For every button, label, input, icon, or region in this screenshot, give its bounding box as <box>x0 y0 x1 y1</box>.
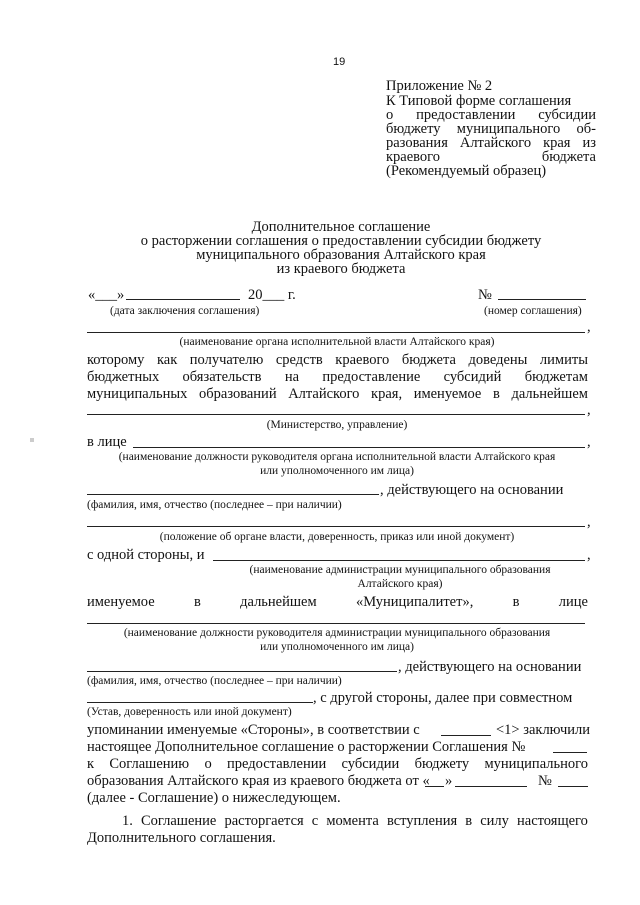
date-year-field: 20___ г. <box>248 287 296 303</box>
para1-line-3 <box>87 386 588 402</box>
fio-line-2 <box>87 671 397 672</box>
agreement-number-blank <box>553 752 587 753</box>
other-side-text: , с другой стороны, далее при совместном <box>313 690 573 706</box>
word: муниципальных <box>87 386 188 402</box>
acting-text-2: , действующего на основании <box>398 659 582 675</box>
word: «Муниципалитет», <box>355 594 474 610</box>
word: на <box>284 369 300 385</box>
present-text: настоящее Дополнительное соглашение о расторжении Соглашения № <box>87 739 526 755</box>
word: Алтайского <box>288 386 360 402</box>
word: в <box>512 594 520 610</box>
admin-caption-2: Алтайского края) <box>357 578 443 590</box>
word: обязательств <box>182 369 262 385</box>
word: получателю <box>189 352 264 368</box>
date-month-line <box>126 299 240 300</box>
word: Алтайского <box>459 135 532 151</box>
doc-title-line-2: о расторжении соглашения о предоставлении субсидии бюджету <box>140 233 542 249</box>
word: бюджету <box>386 121 441 137</box>
word: которому <box>87 352 145 368</box>
appendix-line-1: Приложение № 2 <box>386 78 493 94</box>
word: субсидий <box>443 369 502 385</box>
word: края, <box>371 386 403 402</box>
word: настоящего <box>517 813 588 829</box>
word: из <box>582 135 596 151</box>
ministry-caption: (Министерство, управление) <box>266 419 408 431</box>
head-caption-1: (наименование должности руководителя администрации муниципального образования <box>123 627 551 639</box>
word: дальнейшем <box>240 594 317 610</box>
position-line <box>133 447 585 448</box>
word: с <box>311 813 319 829</box>
word: Соглашению <box>109 756 190 772</box>
word: 1. <box>122 813 133 829</box>
word: средств <box>275 352 323 368</box>
word: муниципального <box>484 756 588 772</box>
position-caption-2: или уполномоченного им лица) <box>260 465 414 477</box>
word: краевого <box>335 352 390 368</box>
head-caption-2: или уполномоченного им лица) <box>260 641 414 653</box>
word: краевого <box>386 149 440 165</box>
formation-text-a: образования Алтайского края из краевого бюджета от « <box>87 773 430 789</box>
clause1-line-2: Дополнительного соглашения. <box>87 830 276 846</box>
word: в <box>492 386 500 402</box>
named-row <box>87 594 588 610</box>
doc-title-line-4: из краевого бюджета <box>276 261 406 277</box>
word: муниципального <box>456 121 561 137</box>
date-caption: (дата заключения соглашения) <box>110 305 260 317</box>
word: субсидии <box>341 756 400 772</box>
mention-text-b: <1> заключили <box>496 722 591 738</box>
word: Соглашение <box>140 813 217 829</box>
month-blank <box>455 786 527 787</box>
comma: , <box>587 319 591 335</box>
in-person-label: в лице <box>87 434 127 450</box>
appendix-line-2: К Типовой форме соглашения <box>386 93 572 109</box>
word: о <box>386 107 394 123</box>
fio-caption-2: (фамилия, имя, отчество (последнее – при наличии) <box>87 675 342 687</box>
formation-number-blank <box>558 786 588 787</box>
word: лице <box>558 594 588 610</box>
appendix-line-7: (Рекомендуемый образец) <box>386 163 547 179</box>
word: об- <box>576 121 596 137</box>
position-caption-1: (наименование должности руководителя органа исполнительной власти Алтайского края <box>118 451 556 463</box>
word: доведены <box>468 352 528 368</box>
hereinafter-text: (далее - Соглашение) о нижеследующем. <box>87 790 341 806</box>
word: расторгается <box>224 813 304 829</box>
doc-title-line-3: муниципального образования Алтайского края <box>196 247 486 263</box>
word: в <box>193 594 201 610</box>
charter-line <box>87 702 313 703</box>
basis-line <box>87 526 585 527</box>
word: бюджета <box>401 352 456 368</box>
para1-line-2 <box>87 369 588 385</box>
word: о <box>204 756 212 772</box>
date-day-field: «___» <box>88 287 125 303</box>
comma: , <box>587 514 591 530</box>
scan-speck <box>30 438 34 442</box>
admin-caption-1: (наименование администрации муниципального образования <box>249 564 551 576</box>
mention-blank <box>441 735 491 736</box>
word: края <box>543 135 571 151</box>
head-line <box>87 623 585 624</box>
word: бюджетных <box>87 369 160 385</box>
acting-text-1: , действующего на основании <box>380 482 564 498</box>
formation-text-b: » <box>445 773 453 789</box>
doc-title-line-1: Дополнительное соглашение <box>251 219 431 235</box>
word: как <box>156 352 178 368</box>
number-caption: (номер соглашения) <box>484 305 582 317</box>
word: вступления <box>386 813 458 829</box>
comma: , <box>587 547 591 563</box>
word: предоставление <box>322 369 421 385</box>
comma: , <box>587 402 591 418</box>
admin-line <box>213 560 585 561</box>
word: образований <box>199 386 277 402</box>
number-label: № <box>478 287 492 303</box>
word: силу <box>480 813 509 829</box>
word: дальнейшем <box>511 386 588 402</box>
word: лимиты <box>539 352 588 368</box>
word: субсидии <box>538 107 596 123</box>
charter-caption: (Устав, доверенность или иной документ) <box>87 706 292 718</box>
word: именуемое <box>413 386 482 402</box>
word: предоставлении <box>416 107 516 123</box>
clause1-line-1 <box>122 813 588 829</box>
day-blank <box>425 786 444 787</box>
fio-line-1 <box>87 494 379 495</box>
fio-caption-1: (фамилия, имя, отчество (последнее – при наличии) <box>87 499 342 511</box>
word: бюджета <box>541 149 596 165</box>
comma: , <box>587 434 591 450</box>
word: бюджету <box>414 756 470 772</box>
page-number: 19 <box>333 56 346 68</box>
word: разования <box>386 135 448 151</box>
mention-text-a: упоминании именуемые «Стороны», в соответствии с <box>87 722 420 738</box>
to-agreement-line <box>87 756 588 772</box>
word: именуемое <box>87 594 155 610</box>
word: в <box>465 813 473 829</box>
word: бюджетам <box>524 369 588 385</box>
word: к <box>87 756 95 772</box>
formation-number-label: № <box>538 773 552 789</box>
word: предоставлении <box>227 756 327 772</box>
authority-line <box>87 332 585 333</box>
one-side-text: с одной стороны, и <box>87 547 205 563</box>
ministry-line <box>87 414 585 415</box>
word: момента <box>326 813 379 829</box>
authority-caption: (наименование органа исполнительной власти Алтайского края) <box>179 336 495 348</box>
basis-caption: (положение об органе власти, доверенность, приказ или иной документ) <box>159 531 515 543</box>
number-line <box>498 299 586 300</box>
para1-line-1 <box>87 352 588 368</box>
